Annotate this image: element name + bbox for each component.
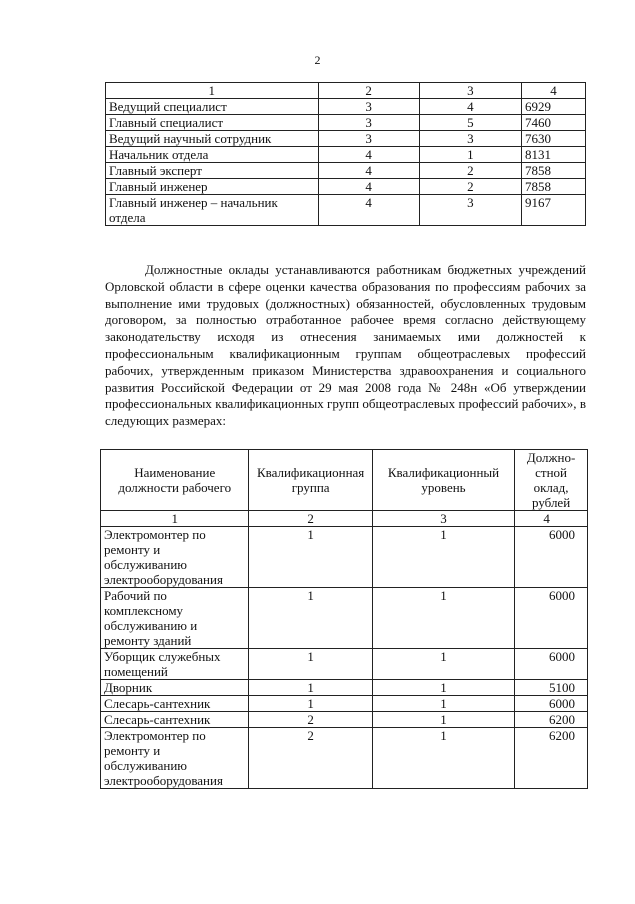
salary-value: 7858 <box>521 163 585 179</box>
header-qualification-level: Квалификационный уровень <box>372 450 514 511</box>
table-row <box>106 115 586 131</box>
table-row <box>106 99 586 115</box>
qualification-group: 1 <box>249 527 372 588</box>
worker-position: Электромонтер по ремонту и обслуживанию электрооборудования <box>101 728 249 789</box>
worker-position: Электромонтер по ремонту и обслуживанию электрооборудования <box>101 527 249 588</box>
worker-position: Дворник <box>101 680 249 696</box>
qualification-group: 2 <box>249 712 372 728</box>
worker-position: Слесарь-сантехник <box>101 696 249 712</box>
worker-position: Рабочий по комплексному обслуживанию и ремонту зданий <box>101 588 249 649</box>
position-name: Ведущий специалист <box>106 99 319 115</box>
qualification-level: 4 <box>419 99 521 115</box>
qualification-group: 4 <box>318 179 419 195</box>
qualification-level: 1 <box>372 649 514 680</box>
qualification-group: 1 <box>249 588 372 649</box>
qualification-level: 3 <box>419 131 521 147</box>
position-name: Начальник отдела <box>106 147 319 163</box>
table-row <box>106 131 586 147</box>
qualification-level: 2 <box>419 163 521 179</box>
salary-value: 7858 <box>521 179 585 195</box>
salary-value: 6200 <box>515 728 588 789</box>
page-number: 2 <box>314 53 321 67</box>
salary-value: 8131 <box>521 147 585 163</box>
worker-position: Слесарь-сантехник <box>101 712 249 728</box>
position-name: Главный инженер – начальник отдела <box>106 195 319 226</box>
salary-value: 6000 <box>515 649 588 680</box>
qualification-level: 1 <box>372 696 514 712</box>
salary-value: 6000 <box>515 696 588 712</box>
qualification-group: 3 <box>318 131 419 147</box>
column-number: 4 <box>521 83 585 99</box>
position-name: Главный эксперт <box>106 163 319 179</box>
qualification-group: 3 <box>318 99 419 115</box>
header-position-name: Наименование должности рабочего <box>101 450 249 511</box>
qualification-group: 2 <box>249 728 372 789</box>
column-number: 3 <box>372 511 514 527</box>
qualification-group: 1 <box>249 696 372 712</box>
table-row <box>101 728 588 789</box>
positions-salary-table-continued <box>105 82 586 226</box>
workers-salary-table <box>100 449 588 789</box>
header-qualification-group: Квалификационная группа <box>249 450 372 511</box>
salary-value: 7460 <box>521 115 585 131</box>
position-name: Главный специалист <box>106 115 319 131</box>
table-row <box>101 527 588 588</box>
salary-value: 6929 <box>521 99 585 115</box>
qualification-level: 3 <box>419 195 521 226</box>
qualification-level: 1 <box>372 680 514 696</box>
salary-value: 7630 <box>521 131 585 147</box>
table-row <box>101 680 588 696</box>
qualification-group: 4 <box>318 163 419 179</box>
column-number: 3 <box>419 83 521 99</box>
column-number: 2 <box>249 511 372 527</box>
table-header-row <box>106 83 586 99</box>
worker-position: Уборщик служебных помещений <box>101 649 249 680</box>
salary-paragraph: Должностные оклады устанавливаются работникам бюджетных учреждений Орловской области в сфере оценки качества образования по профессиям рабочих за выполнение ими трудовых (должностных) обязанностей, обусловленных трудовым договором, за полностью отработанное рабочее время согласно действующему законодательству исходя из отнесения занимаемых ими должностей к профессиональным квалификационным группам общеотраслевых профессий рабочих, утвержденным приказом Министерства здравоохранения и социального развития Российской Федерации от 29 мая 2008 года № 248н «Об утверждении профессиональных квалификационных групп общеотраслевых профессий рабочих», в следующих размерах: <box>105 262 586 429</box>
salary-value: 6000 <box>515 588 588 649</box>
table-row <box>106 195 586 226</box>
qualification-level: 1 <box>372 588 514 649</box>
qualification-group: 4 <box>318 195 419 226</box>
qualification-level: 1 <box>372 527 514 588</box>
table-row <box>106 179 586 195</box>
table-row <box>101 712 588 728</box>
qualification-group: 1 <box>249 680 372 696</box>
salary-value: 5100 <box>515 680 588 696</box>
position-name: Ведущий научный сотрудник <box>106 131 319 147</box>
column-numbers-row <box>101 511 588 527</box>
qualification-level: 1 <box>419 147 521 163</box>
column-number: 1 <box>106 83 319 99</box>
table-header-row <box>101 450 588 511</box>
qualification-level: 1 <box>372 712 514 728</box>
salary-value: 9167 <box>521 195 585 226</box>
column-number: 4 <box>515 511 588 527</box>
position-name: Главный инженер <box>106 179 319 195</box>
header-salary: Должно-стной оклад, рублей <box>515 450 588 511</box>
qualification-level: 1 <box>372 728 514 789</box>
qualification-level: 5 <box>419 115 521 131</box>
column-number: 1 <box>101 511 249 527</box>
table-row <box>101 696 588 712</box>
qualification-group: 3 <box>318 115 419 131</box>
qualification-group: 1 <box>249 649 372 680</box>
table-row <box>101 649 588 680</box>
column-number: 2 <box>318 83 419 99</box>
table-row <box>106 163 586 179</box>
qualification-level: 2 <box>419 179 521 195</box>
table-row <box>101 588 588 649</box>
salary-value: 6200 <box>515 712 588 728</box>
qualification-group: 4 <box>318 147 419 163</box>
salary-value: 6000 <box>515 527 588 588</box>
table-row <box>106 147 586 163</box>
